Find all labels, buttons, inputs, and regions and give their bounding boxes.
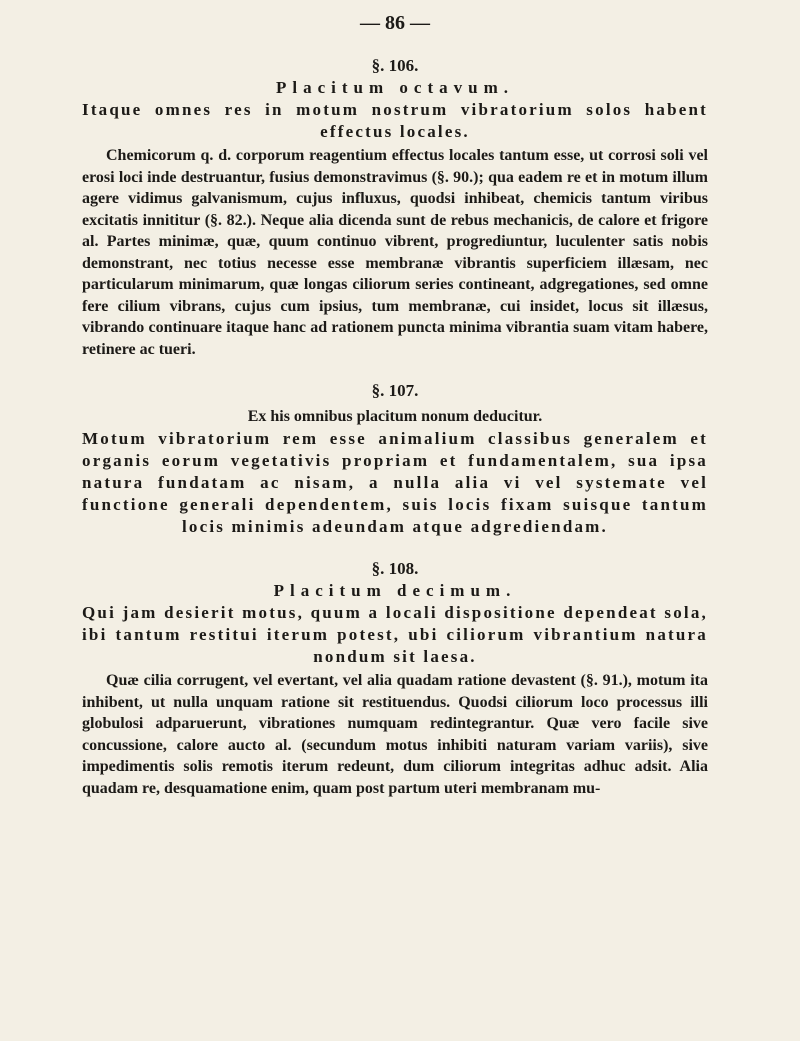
section-107 — [82, 380, 708, 538]
section-number: §. 108. — [371, 559, 419, 578]
section-number: §. 106. — [371, 56, 419, 75]
section-108 — [82, 558, 708, 799]
body-paragraph: Chemicorum q. d. corporum reagentium effectus locales tantum esse, ut corrosi soli vel erosi loci inde destruantur, fusius demonstravimus (§. 90.); qua eadem re et in motum illum agere vidimus galvanismum, cujus influxus, quodsi inhibeat, chemicis tantum viribus excitatis innititur (§. 82.). Neque alia dicenda sunt de rebus mechanicis, de calore et frigore al. Partes minimæ, quæ, quum continuo vibrent, progrediuntur, luculenter satis nobis demonstrant, nec totius necesse esse membranæ vibrantis superficiem illæsam, nec particularum minimarum, quæ longas ciliorum series contineant, adgregationes, sed omne fere cilium vibrans, cujus cum ipsius, tum membranæ, cui insidet, locus sit illæsus, vibrando continuare itaque hanc ad rationem puncta minima vibrantia suam vitam habere, retinere ac tueri. — [82, 147, 708, 358]
placitum-heading: Placitum decimum. — [273, 581, 517, 600]
thesis-statement: Motum vibratorium rem esse animalium classibus generalem et organis eorum vegetativis propriam et fundamentalem, sua ipsa natura fundatam ac nisam, a nulla alia vi vel systemate vel functione generali dependentem, suis locis fixam suisque tantum locis minimis adeundam atque adgrediendam. — [82, 429, 708, 536]
derivation-heading: Ex his omnibus placitum nonum deducitur. — [247, 408, 543, 425]
body-paragraph: Quæ cilia corrugent, vel evertant, vel alia quadam ratione devastent (§. 91.), motum ita inhibent, ut nulla unquam ratione sit restituendus. Quodsi ciliorum loco processus illi globulosi adparuerunt, vibrationes numquam redintegrantur. Quæ vero facile sive concussione, calore aucto al. (secundum motus inhibiti naturam variam variis), sive impedimentis solis remotis iterum redeunt, dum ciliorum integritas adhuc adsit. Alia quadam re, desquamatione enim, quam post partum uteri membranam mu- — [82, 672, 708, 797]
placitum-heading: Placitum octavum. — [276, 78, 514, 97]
section-number: §. 107. — [371, 381, 419, 400]
section-106 — [82, 55, 708, 360]
page-number: — 86 — — [360, 12, 430, 34]
thesis-statement: Qui jam desierit motus, quum a locali dispositione dependeat sola, ibi tantum restitui iterum potest, ubi ciliorum vibrantium natura nondum sit laesa. — [82, 603, 708, 666]
thesis-statement: Itaque omnes res in motum nostrum vibratorium solos habent effectus locales. — [82, 100, 708, 141]
